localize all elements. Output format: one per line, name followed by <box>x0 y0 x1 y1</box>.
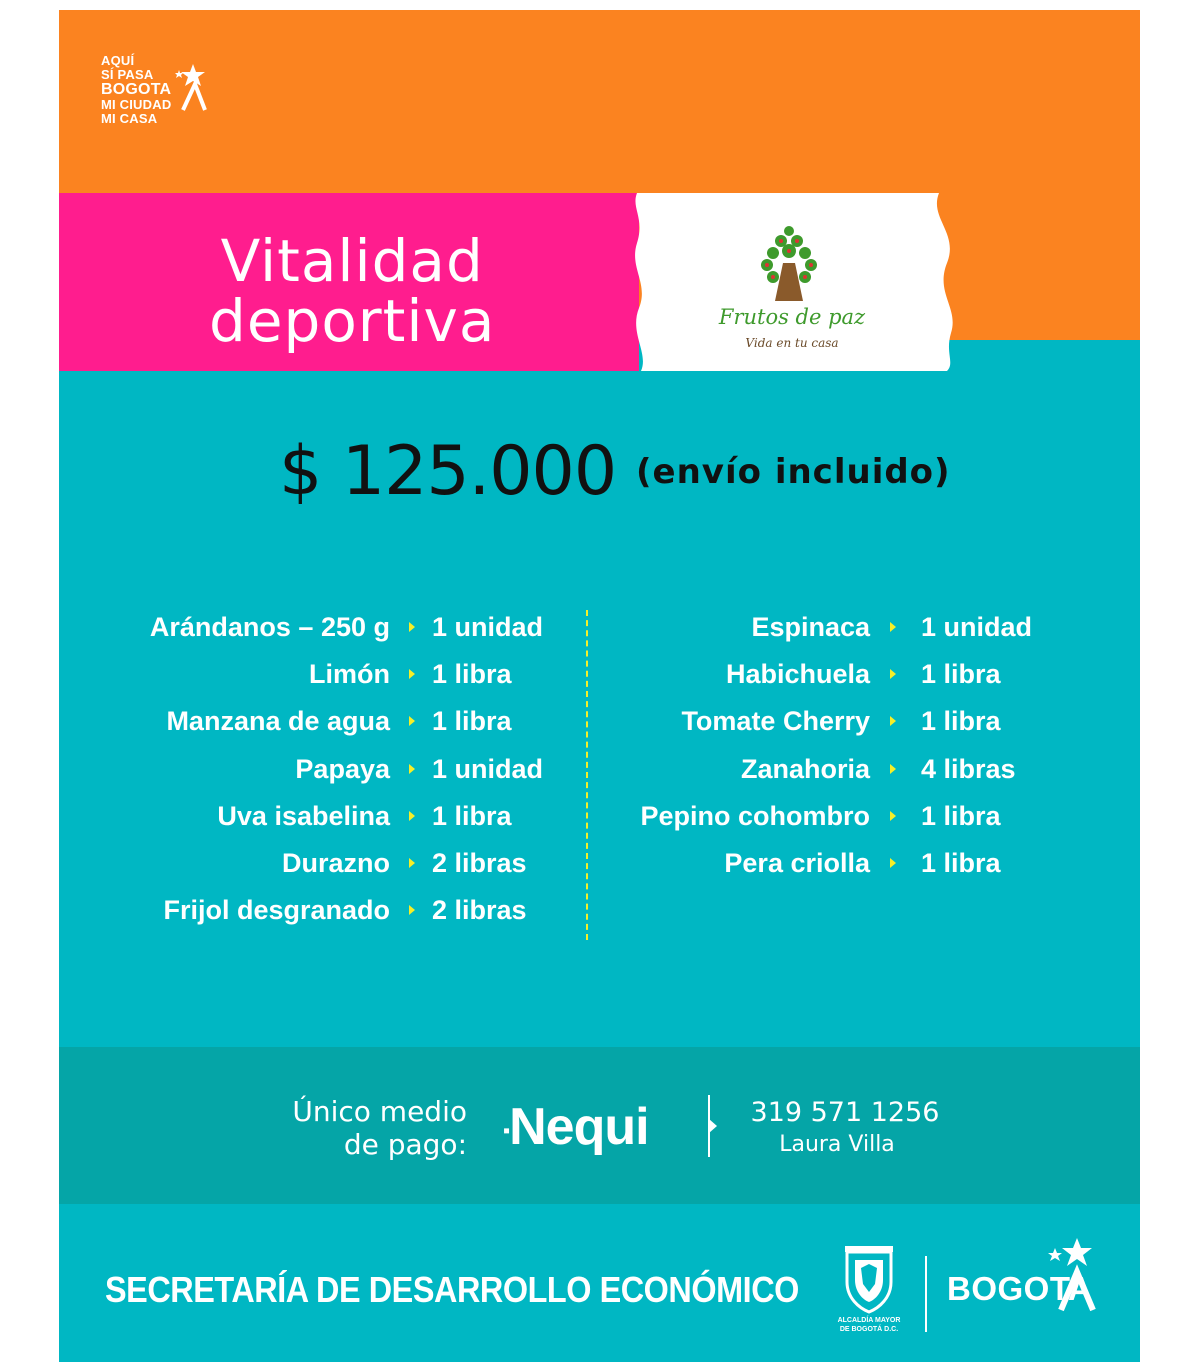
campaign-logo-line1: AQUÍ <box>101 53 135 68</box>
campaign-logo-line5: MI CASA <box>101 111 158 126</box>
item-quantity: 1 unidad <box>432 753 544 784</box>
star-icon <box>173 62 207 112</box>
list-item <box>59 659 1140 689</box>
payment-label-line1: Único medio <box>292 1095 467 1128</box>
price-amount: $ 125.000 <box>279 432 617 511</box>
bogota-logo: BOGOTA <box>947 1270 1093 1307</box>
chevron-right-icon <box>890 716 896 726</box>
seal-line1: ALCALDÍA MAYOR <box>837 1317 901 1324</box>
item-name: Uva isabelina <box>217 800 390 831</box>
title-line1: Vitalidad <box>220 227 484 295</box>
seal-line2: DE BOGOTÁ D.C. <box>839 1326 899 1333</box>
item-name: Papaya <box>295 753 390 784</box>
item-name: Durazno <box>282 848 390 878</box>
list-item <box>59 706 1140 736</box>
item-quantity: 4 libras <box>921 753 1016 784</box>
chevron-right-icon <box>890 764 896 774</box>
chevron-right-icon <box>890 669 896 679</box>
payment-label-line2: de pago: <box>343 1128 467 1161</box>
list-item <box>59 895 1140 925</box>
poster <box>59 10 1140 1362</box>
price-note: (envío incluido) <box>636 452 951 492</box>
payment-label <box>239 1095 467 1161</box>
item-quantity: 2 libras <box>432 848 527 878</box>
item-quantity: 1 libra <box>432 706 512 737</box>
item-name: Pera criolla <box>724 848 870 878</box>
item-name: Tomate Cherry <box>681 706 870 737</box>
chevron-right-icon <box>409 905 415 915</box>
footer-separator <box>925 1256 927 1332</box>
seal-caption <box>821 1316 917 1334</box>
payment-holder: Laura Villa <box>779 1132 895 1157</box>
item-quantity: 1 libra <box>921 848 1001 878</box>
list-item <box>59 801 1140 831</box>
item-name: Zanahoria <box>740 753 870 784</box>
title-line2: deportiva <box>209 287 496 355</box>
brand-card <box>629 193 955 371</box>
chevron-right-icon <box>709 1119 717 1133</box>
coat-of-arms-icon <box>841 1246 897 1314</box>
campaign-logo-line3: BOGOTA <box>101 81 172 98</box>
chevron-right-icon <box>890 811 896 821</box>
brand-tagline: Vida en tu casa <box>745 336 839 350</box>
list-item <box>59 848 1140 878</box>
list-item <box>59 612 1140 642</box>
star-icon <box>1043 1234 1099 1314</box>
item-name: Frijol desgranado <box>163 895 390 926</box>
page-title <box>209 227 496 355</box>
campaign-logo-line4: MI CIUDAD <box>101 97 172 112</box>
item-name: Limón <box>309 659 390 690</box>
list-item <box>59 754 1140 784</box>
chevron-right-icon <box>890 622 896 632</box>
secretaria-label: SECRETARÍA DE DESARROLLO ECONÓMICO <box>105 1269 799 1310</box>
nequi-logo: ▪Nequi <box>503 1098 649 1156</box>
footer <box>59 1204 1140 1362</box>
brand-name: Frutos de paz <box>718 305 866 329</box>
item-quantity: 1 libra <box>921 659 1001 690</box>
payment-method: Nequi <box>509 1098 649 1156</box>
campaign-logo-line2: SÍ PASA <box>101 67 154 82</box>
item-name: Espinaca <box>751 612 870 642</box>
campaign-logo <box>101 54 171 126</box>
payment-phone[interactable]: 319 571 1256 <box>750 1097 940 1128</box>
item-name: Manzana de agua <box>166 706 390 737</box>
item-quantity: 1 unidad <box>432 612 544 642</box>
tree-icon <box>759 223 819 303</box>
item-name: Arándanos – 250 g <box>149 612 390 642</box>
item-quantity: 1 unidad <box>921 612 1033 642</box>
item-quantity: 1 libra <box>921 800 1001 831</box>
item-quantity: 1 libra <box>432 659 512 690</box>
chevron-right-icon <box>890 858 896 868</box>
item-quantity: 1 libra <box>921 706 1001 737</box>
price-row <box>59 434 1140 514</box>
title-band <box>59 193 639 371</box>
item-name: Habichuela <box>725 659 870 690</box>
item-quantity: 2 libras <box>432 895 527 926</box>
item-name: Pepino cohombro <box>640 800 870 831</box>
payment-band <box>59 1047 1140 1204</box>
item-quantity: 1 libra <box>432 800 512 831</box>
